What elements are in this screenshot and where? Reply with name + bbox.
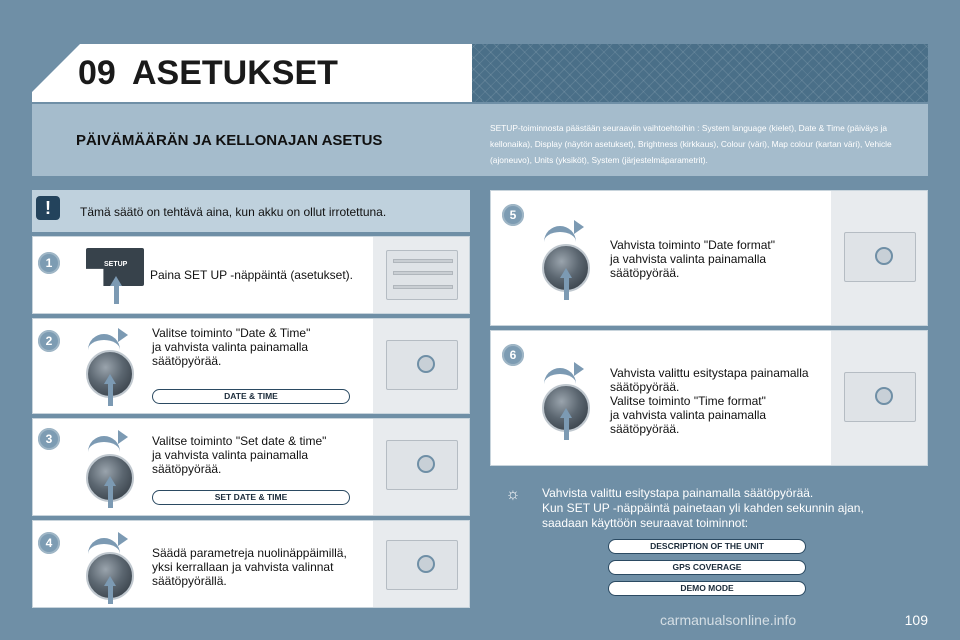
section-title: PÄIVÄMÄÄRÄN JA KELLONAJAN ASETUS — [76, 132, 383, 149]
step-text-6: Vahvista valittu esitystapa painamalla säätöpyörää. Valitse toiminto "Time format" ja vahvista valinta painamalla säätöpyörää. — [610, 366, 809, 436]
chapter-title: ASETUKSET — [132, 54, 338, 92]
note-text: Vahvista valittu esitystapa painamalla säätöpyörää. Kun SET UP -näppäintä painetaan yli kahden sekunnin ajan, saadaan käyttöön seuraavat toiminnot: — [542, 486, 864, 530]
press-arrow-stem — [108, 384, 113, 406]
radio-unit-3 — [386, 440, 458, 490]
header-pattern — [472, 44, 928, 102]
radio-unit-5 — [844, 232, 916, 282]
rotate-arrowhead-icon — [574, 220, 584, 234]
press-arrow-stem — [564, 418, 569, 440]
menu-pill-set-date-time: SET DATE & TIME — [152, 490, 350, 505]
radio-unit-6 — [844, 372, 916, 422]
rotate-arrowhead-icon — [574, 362, 584, 376]
chapter-number: 09 — [78, 54, 116, 92]
step-badge-6: 6 — [502, 344, 524, 366]
menu-pill-date-time: DATE & TIME — [152, 389, 350, 404]
setup-button-label: SETUP — [104, 261, 128, 268]
watermark: carmanualsonline.info — [660, 612, 797, 628]
step-text-4: Säädä parametreja nuolinäppäimillä, yksi kerrallaan ja vahvista valinnat säätöpyörällä. — [152, 546, 347, 588]
page-number: 109 — [904, 612, 928, 628]
rotate-arrowhead-icon — [118, 328, 128, 342]
exclamation-icon: ! — [36, 196, 60, 220]
step-badge-2: 2 — [38, 330, 60, 352]
radio-unit-1 — [386, 250, 458, 300]
press-arrow-icon — [104, 374, 116, 384]
step-badge-3: 3 — [38, 428, 60, 450]
option-description-of-unit: DESCRIPTION OF THE UNIT — [608, 539, 806, 554]
sun-icon: ☼ — [505, 486, 521, 503]
rotate-arrowhead-icon — [118, 430, 128, 444]
option-gps-coverage: GPS COVERAGE — [608, 560, 806, 575]
section-intro: SETUP-toiminnosta päästään seuraaviin vaihtoehtoihin : System language (kielet), Date & Time (päiväys ja kellonaika), Display (näytön asetukset), Brightness (kirkkaus), Colour (väri), Map colour (kartan väri), Vehicle (ajoneuvo), Units (yksiköt), System (järjestelmäparametrit). — [490, 123, 892, 165]
press-arrow-stem — [108, 586, 113, 604]
press-arrow-stem — [564, 278, 569, 300]
option-demo-mode: DEMO MODE — [608, 581, 806, 596]
step-text-3: Valitse toiminto "Set date & time" ja vahvista valinta painamalla säätöpyörää. — [152, 434, 327, 476]
step-badge-4: 4 — [38, 532, 60, 554]
step-badge-1: 1 — [38, 252, 60, 274]
press-arrow-icon — [560, 408, 572, 418]
press-arrow-icon — [104, 576, 116, 586]
press-arrow-stem — [108, 486, 113, 508]
press-arrow-stem — [114, 286, 119, 304]
rotate-arrowhead-icon — [118, 532, 128, 546]
radio-unit-4 — [386, 540, 458, 590]
radio-unit-2 — [386, 340, 458, 390]
step-text-5: Vahvista toiminto "Date format" ja vahvista valinta painamalla säätöpyörää. — [610, 238, 776, 280]
step-text-2: Valitse toiminto "Date & Time" ja vahvista valinta painamalla säätöpyörää. — [152, 326, 311, 368]
warning-text: Tämä säätö on tehtävä aina, kun akku on ollut irrotettuna. — [80, 205, 387, 219]
press-arrow-icon — [104, 476, 116, 486]
press-arrow-icon — [560, 268, 572, 278]
step-text-1: Paina SET UP -näppäintä (asetukset). — [150, 268, 354, 282]
step-badge-5: 5 — [502, 204, 524, 226]
press-arrow-icon — [110, 276, 122, 286]
